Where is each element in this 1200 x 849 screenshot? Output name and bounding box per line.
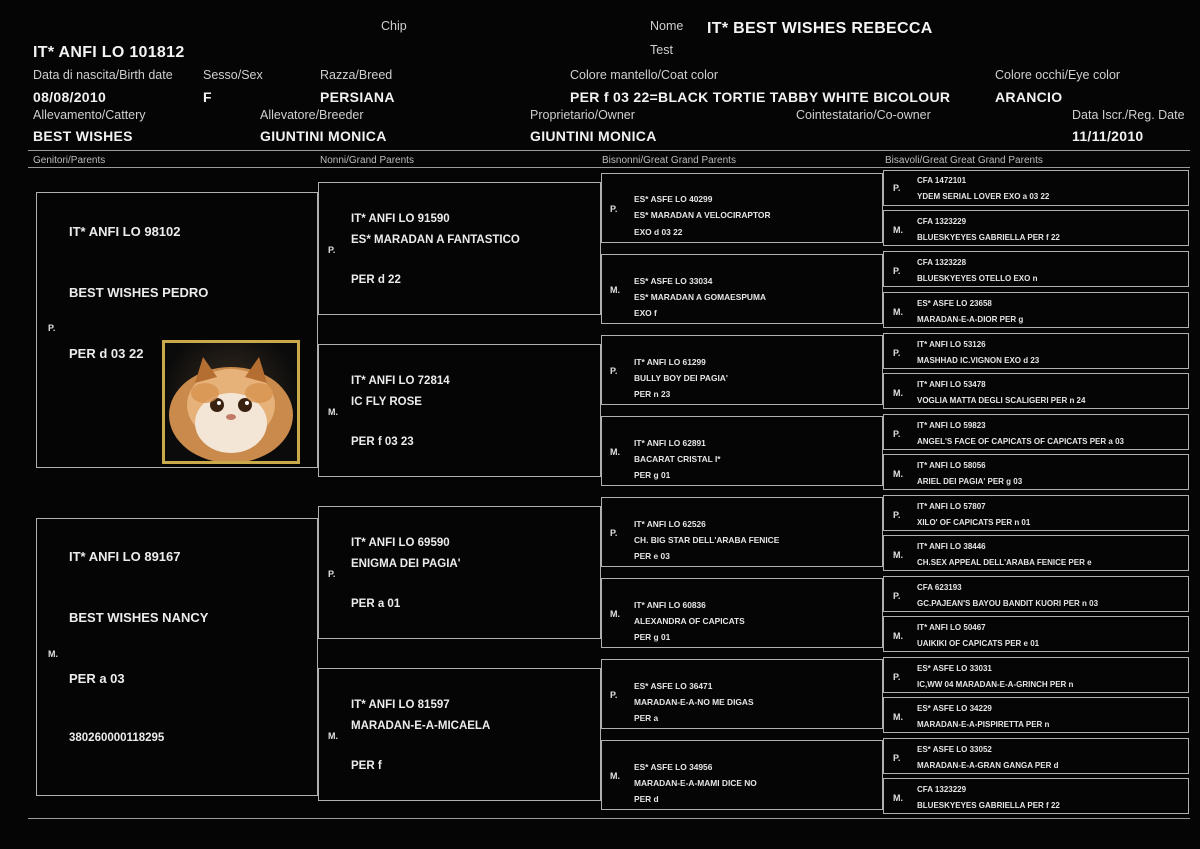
column-header-grandparents: Nonni/Grand Parents [320, 155, 414, 166]
great-grandparent-color: EXO d 03 22 [634, 227, 683, 237]
parent-microchip: 380260000118295 [69, 732, 165, 744]
great-great-grandparent-box [883, 657, 1189, 693]
grandparent-box [318, 668, 601, 801]
great-great-grandparent-box [883, 333, 1189, 369]
great-great-grandparent-sex: M. [893, 631, 903, 641]
great-great-grandparent-name: XILO' OF CAPICATS PER n 01 [917, 518, 1031, 527]
great-great-grandparent-reg: ES* ASFE LO 34229 [917, 704, 992, 713]
cat-photo [162, 340, 300, 464]
great-grandparent-name: MARADAN-E-A-MAMI DICE NO [634, 778, 757, 788]
column-header-great-great-grandparents: Bisavoli/Great Great Grand Parents [885, 155, 1043, 166]
great-great-grandparent-sex: P. [893, 510, 901, 520]
great-grandparent-sex: P. [610, 528, 618, 538]
great-great-grandparent-box [883, 251, 1189, 287]
great-great-grandparent-box [883, 778, 1189, 814]
great-grandparent-color: PER d [634, 794, 659, 804]
great-great-grandparent-sex: M. [893, 793, 903, 803]
great-grandparent-reg: ES* ASFE LO 40299 [634, 194, 713, 204]
great-great-grandparent-name: CH.SEX APPEAL DELL'ARABA FENICE PER e [917, 558, 1092, 567]
great-great-grandparent-box [883, 210, 1189, 246]
grandparent-color: PER d 22 [351, 274, 401, 286]
coowner-label: Cointestatario/Co-owner [796, 108, 931, 122]
eye-color-value: ARANCIO [995, 89, 1063, 105]
great-great-grandparent-box [883, 697, 1189, 733]
great-great-grandparent-box [883, 373, 1189, 409]
great-great-grandparent-name: ANGEL'S FACE OF CAPICATS OF CAPICATS PER a 03 [917, 437, 1124, 446]
owner-value: GIUNTINI MONICA [530, 128, 657, 144]
great-great-grandparent-reg: CFA 1472101 [917, 176, 967, 185]
registration-number: IT* ANFI LO 101812 [33, 44, 185, 61]
grandparent-name: ENIGMA DEI PAGIA' [351, 558, 461, 570]
great-great-grandparent-reg: CFA 1323229 [917, 785, 967, 794]
great-grandparent-name: ES* MARADAN A VELOCIRAPTOR [634, 210, 771, 220]
grandparent-color: PER f 03 23 [351, 436, 414, 448]
grandparent-sex: P. [328, 245, 336, 255]
great-grandparent-name: BULLY BOY DEI PAGIA' [634, 373, 728, 383]
great-great-grandparent-sex: P. [893, 183, 901, 193]
column-header-parents: Genitori/Parents [33, 155, 106, 166]
grandparent-reg: IT* ANFI LO 91590 [351, 213, 450, 225]
parent-color: PER d 03 22 [69, 346, 144, 361]
grandparent-sex: P. [328, 569, 336, 579]
grandparent-sex: M. [328, 731, 338, 741]
great-great-grandparent-sex: M. [893, 388, 903, 398]
great-grandparent-box [601, 659, 883, 729]
great-grandparent-color: EXO f [634, 308, 657, 318]
owner-label: Proprietario/Owner [530, 108, 635, 122]
persian-cat-icon [165, 343, 297, 461]
great-great-grandparent-sex: P. [893, 266, 901, 276]
great-great-grandparent-sex: M. [893, 550, 903, 560]
great-great-grandparent-reg: CFA 1323228 [917, 258, 967, 267]
great-grandparent-reg: IT* ANFI LO 60836 [634, 600, 706, 610]
great-great-grandparent-name: MASHHAD IC.VIGNON EXO d 23 [917, 356, 1040, 365]
test-label: Test [650, 43, 673, 57]
great-great-grandparent-name: MARADAN-E-A-GRAN GANGA PER d [917, 761, 1059, 770]
column-header-great-grandparents: Bisnonni/Great Grand Parents [602, 155, 736, 166]
great-great-grandparent-reg: IT* ANFI LO 53126 [917, 340, 986, 349]
great-great-grandparent-name: YDEM SERIAL LOVER EXO a 03 22 [917, 192, 1050, 201]
great-grandparent-sex: P. [610, 204, 618, 214]
grandparent-color: PER f [351, 760, 382, 772]
great-great-grandparent-sex: M. [893, 469, 903, 479]
grandparent-color: PER a 01 [351, 598, 401, 610]
great-great-grandparent-sex: M. [893, 712, 903, 722]
sex-value: F [203, 89, 212, 105]
cattery-value: BEST WISHES [33, 128, 133, 144]
great-great-grandparent-reg: ES* ASFE LO 33052 [917, 745, 992, 754]
chip-label: Chip [381, 19, 407, 33]
grandparent-box [318, 182, 601, 315]
great-great-grandparent-box [883, 535, 1189, 571]
cat-name: IT* BEST WISHES REBECCA [707, 20, 933, 37]
reg-date-label: Data Iscr./Reg. Date [1072, 108, 1185, 122]
great-great-grandparent-sex: P. [893, 348, 901, 358]
great-grandparent-color: PER n 23 [634, 389, 671, 399]
great-grandparent-reg: ES* ASFE LO 36471 [634, 681, 713, 691]
great-great-grandparent-reg: IT* ANFI LO 53478 [917, 380, 986, 389]
great-great-grandparent-name: MARADAN-E-A-PISPIRETTA PER n [917, 720, 1050, 729]
grandparent-sex: M. [328, 407, 338, 417]
great-grandparent-reg: IT* ANFI LO 61299 [634, 357, 706, 367]
grandparent-name: ES* MARADAN A FANTASTICO [351, 234, 520, 246]
breed-label: Razza/Breed [320, 68, 393, 82]
breeder-label: Allevatore/Breeder [260, 108, 364, 122]
great-great-grandparent-reg: IT* ANFI LO 59823 [917, 421, 986, 430]
great-great-grandparent-reg: IT* ANFI LO 58056 [917, 461, 986, 470]
great-great-grandparent-reg: IT* ANFI LO 50467 [917, 623, 986, 632]
grandparent-reg: IT* ANFI LO 81597 [351, 699, 450, 711]
parent-sex: P. [48, 323, 56, 333]
grandparent-box [318, 344, 601, 477]
great-great-grandparent-sex: P. [893, 753, 901, 763]
great-great-grandparent-box [883, 576, 1189, 612]
great-grandparent-sex: M. [610, 609, 620, 619]
header-divider [28, 150, 1190, 151]
footer-divider [28, 818, 1190, 819]
parent-sex: M. [48, 649, 58, 659]
great-great-grandparent-box [883, 616, 1189, 652]
parent-name: BEST WISHES PEDRO [69, 285, 209, 300]
great-grandparent-box [601, 740, 883, 810]
great-great-grandparent-name: BLUESKYEYES OTELLO EXO n [917, 274, 1038, 283]
great-great-grandparent-sex: M. [893, 307, 903, 317]
great-grandparent-sex: M. [610, 285, 620, 295]
great-great-grandparent-reg: ES* ASFE LO 23658 [917, 299, 992, 308]
great-great-grandparent-name: VOGLIA MATTA DEGLI SCALIGERI PER n 24 [917, 396, 1086, 405]
breed-value: PERSIANA [320, 89, 395, 105]
parent-reg: IT* ANFI LO 89167 [69, 549, 181, 564]
great-great-grandparent-sex: P. [893, 672, 901, 682]
name-label: Nome [650, 19, 684, 33]
great-great-grandparent-box [883, 292, 1189, 328]
coat-color-label: Colore mantello/Coat color [570, 68, 718, 82]
great-great-grandparent-reg: CFA 623193 [917, 583, 962, 592]
great-grandparent-name: MARADAN-E-A-NO ME DIGAS [634, 697, 754, 707]
great-grandparent-box [601, 335, 883, 405]
great-great-grandparent-box [883, 414, 1189, 450]
great-great-grandparent-sex: M. [893, 225, 903, 235]
great-great-grandparent-name: GC.PAJEAN'S BAYOU BANDIT KUORI PER n 03 [917, 599, 1099, 608]
birth-date-value: 08/08/2010 [33, 89, 107, 105]
great-grandparent-box [601, 416, 883, 486]
great-great-grandparent-sex: P. [893, 429, 901, 439]
great-grandparent-box [601, 578, 883, 648]
great-grandparent-reg: ES* ASFE LO 33034 [634, 276, 713, 286]
great-great-grandparent-reg: ES* ASFE LO 33031 [917, 664, 992, 673]
great-great-grandparent-name: BLUESKYEYES GABRIELLA PER f 22 [917, 801, 1060, 810]
great-great-grandparent-reg: IT* ANFI LO 38446 [917, 542, 986, 551]
great-great-grandparent-reg: IT* ANFI LO 57807 [917, 502, 986, 511]
reg-date-value: 11/11/2010 [1072, 128, 1144, 144]
great-grandparent-sex: P. [610, 366, 618, 376]
great-grandparent-color: PER e 03 [634, 551, 670, 561]
great-great-grandparent-name: UAIKIKI OF CAPICATS PER e 01 [917, 639, 1040, 648]
great-grandparent-name: BACARAT CRISTAL I* [634, 454, 721, 464]
great-grandparent-sex: M. [610, 447, 620, 457]
birth-date-label: Data di nascita/Birth date [33, 68, 173, 82]
great-grandparent-name: CH. BIG STAR DELL'ARABA FENICE [634, 535, 780, 545]
eye-color-label: Colore occhi/Eye color [995, 68, 1121, 82]
great-grandparent-color: PER a [634, 713, 659, 723]
grandparent-name: IC FLY ROSE [351, 396, 422, 408]
great-great-grandparent-box [883, 170, 1189, 206]
great-great-grandparent-name: IC,WW 04 MARADAN-E-A-GRINCH PER n [917, 680, 1074, 689]
grandparent-name: MARADAN-E-A-MICAELA [351, 720, 491, 732]
grandparent-reg: IT* ANFI LO 69590 [351, 537, 450, 549]
great-great-grandparent-box [883, 495, 1189, 531]
great-great-grandparent-name: MARADAN-E-A-DIOR PER g [917, 315, 1024, 324]
great-grandparent-box [601, 173, 883, 243]
great-grandparent-name: ALEXANDRA OF CAPICATS [634, 616, 745, 626]
great-great-grandparent-name: ARIEL DEI PAGIA' PER g 03 [917, 477, 1023, 486]
great-grandparent-color: PER g 01 [634, 470, 671, 480]
grandparent-box [318, 506, 601, 639]
great-grandparent-color: PER g 01 [634, 632, 671, 642]
great-grandparent-sex: M. [610, 771, 620, 781]
great-great-grandparent-name: BLUESKYEYES GABRIELLA PER f 22 [917, 233, 1060, 242]
great-great-grandparent-sex: P. [893, 591, 901, 601]
great-grandparent-reg: IT* ANFI LO 62526 [634, 519, 706, 529]
great-grandparent-name: ES* MARADAN A GOMAESPUMA [634, 292, 766, 302]
great-great-grandparent-box [883, 738, 1189, 774]
grandparent-reg: IT* ANFI LO 72814 [351, 375, 450, 387]
breeder-value: GIUNTINI MONICA [260, 128, 387, 144]
column-header-divider [28, 167, 1190, 168]
parent-reg: IT* ANFI LO 98102 [69, 224, 181, 239]
coat-color-value: PER f 03 22=BLACK TORTIE TABBY WHITE BICOLOUR [570, 89, 951, 105]
parent-box-dam [36, 518, 318, 796]
cattery-label: Allevamento/Cattery [33, 108, 146, 122]
parent-name: BEST WISHES NANCY [69, 610, 209, 625]
great-great-grandparent-box [883, 454, 1189, 490]
great-grandparent-reg: ES* ASFE LO 34956 [634, 762, 713, 772]
great-grandparent-box [601, 254, 883, 324]
great-grandparent-box [601, 497, 883, 567]
great-grandparent-sex: P. [610, 690, 618, 700]
great-grandparent-reg: IT* ANFI LO 62891 [634, 438, 706, 448]
sex-label: Sesso/Sex [203, 68, 263, 82]
parent-color: PER a 03 [69, 671, 125, 686]
great-great-grandparent-reg: CFA 1323229 [917, 217, 967, 226]
